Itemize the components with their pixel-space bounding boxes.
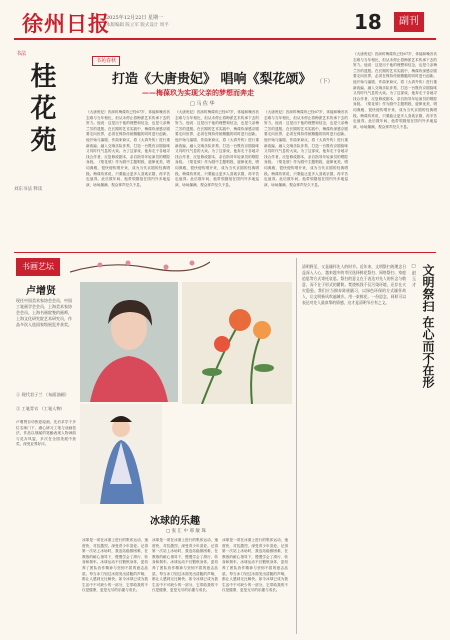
- bottom-essay-byline: □ 张 汇 中 邢 敏 珠: [166, 529, 206, 534]
- calligraphy-caption: 刘东书法 释读: [14, 187, 43, 192]
- editor-line: 本版编辑 陈立军 版式设计 周平: [106, 23, 169, 28]
- masthead-rule: [14, 38, 436, 40]
- flower-painting: [182, 282, 292, 404]
- sidebar-title: 文明祭扫 在心而不在形: [421, 264, 435, 389]
- bottom-essay-col1: 冰球是一项在冰面上进行的集体运动，速度快，对抗激烈，深受青少年喜爱。记得第一次站上冰场时，我连站稳都困难，在教练的耐心指导下，慢慢学会了滑行、转身和刹车。冰球运动不仅锻炼身体，更培养了团队协作精神与坚韧不拔的意志品质。每当冰刀划过冰面发出清脆的声响，都让人感到无比畅快。如今冰球已成为我生活中不可缺少的一部分，它带给我的不仅是健康，更是无尽的乐趣与成长。: [82, 538, 148, 593]
- profile-name: 卢增贤: [26, 286, 56, 297]
- bottom-essay-title: 冰球的乐趣: [150, 516, 200, 527]
- plum-branch-illustration: [70, 254, 210, 278]
- page-name: 副刊: [394, 12, 424, 32]
- opera-figure-painting: [80, 404, 162, 504]
- date-line: 2025年12月22日 星期一: [106, 15, 164, 21]
- page-number: 18: [354, 10, 382, 34]
- bottom-essay-col3: 冰球是一项在冰面上进行的集体运动，速度快，对抗激烈，深受青少年喜爱。记得第一次站上冰场时，我连站稳都困难，在教练的耐心指导下，慢慢学会了滑行、转身和刹车。冰球运动不仅锻炼身体，更培养了团队协作精神与坚韧不拔的意志品质。每当冰刀划过冰面发出清脆的声响，都让人感到无比畅快。如今冰球已成为我生活中不可缺少的一部分，它带给我的不仅是健康，更是无尽的乐趣与成长。: [222, 538, 288, 593]
- portrait-photo: [80, 282, 178, 402]
- section-illustration-label: 书画艺坛: [16, 258, 60, 276]
- feature-tag: 书苑春秋: [92, 56, 120, 66]
- profile-bio: 现任中国美术家协会会员，中国工笔画学会会员，上海美术家协会会员，上海书画院签约画师，上海文化研究院艺术研究员，作品多次入选国家级展览并获奖。: [16, 298, 72, 327]
- feature-body-col2: 《大唐贵妃》首演时梅葆玖已经67岁，体能和嗓音状态难与当年相比，但从未停止将梅派艺术传承下去的努力。他说：这是出于他的理想和信念，也是父亲梅兰芳的遗愿。在长期的艺术实践中，梅葆玖深感京剧要走向世界，必须在保持传统精髓的同时进行创新。他开始与编剧、作曲家商议，将《太真外传》进行重新改编，融入交响乐队伴奏，打造一台既有京剧韵味又具时代气息的大戏。为了这部戏，他奔走于各地寻找合作者，反复修改剧本，亲自指导年轻演员的唱腔身段。《梨花颂》作为剧中主题唱段，旋律优美，唱词典雅，很快便传唱开来，成为当代京剧的经典唱段。梅葆玖常说，只要能让更多人喜欢京剧，再辛苦也值得。此后数年间，他带领剧组在国内外多地巡演，场场爆满，观众掌声经久不息。: [175, 110, 259, 187]
- feature-body-col4: 《大唐贵妃》首演时梅葆玖已经67岁，体能和嗓音状态难与当年相比，但从未停止将梅派艺术传承下去的努力。他说：这是出于他的理想和信念，也是父亲梅兰芳的遗愿。在长期的艺术实践中，梅葆玖深感京剧要走向世界，必须在保持传统精髓的同时进行创新。他开始与编剧、作曲家商议，将《太真外传》进行重新改编，融入交响乐队伴奏，打造一台既有京剧韵味又具时代气息的大戏。为了这部戏，他奔走于各地寻找合作者，反复修改剧本，亲自指导年轻演员的唱腔身段。《梨花颂》作为剧中主题唱段，旋律优美，唱词典雅，很快便传唱开来，成为当代京剧的经典唱段。梅葆玖常说，只要能让更多人喜欢京剧，再辛苦也值得。此后数年间，他带领剧组在国内外多地巡演，场场爆满，观众掌声经久不息。: [353, 52, 437, 129]
- bottom-essay-col2: 冰球是一项在冰面上进行的集体运动，速度快，对抗激烈，深受青少年喜爱。记得第一次站上冰场时，我连站稳都困难，在教练的耐心指导下，慢慢学会了滑行、转身和刹车。冰球运动不仅锻炼身体，更培养了团队协作精神与坚韧不拔的意志品质。每当冰刀划过冰面发出清脆的声响，都让人感到无比畅快。如今冰球已成为我生活中不可缺少的一部分，它带给我的不仅是健康，更是无尽的乐趣与成长。: [152, 538, 218, 593]
- feature-subtitle: ——梅葆玖为实现父亲的梦想而奔走: [142, 88, 254, 97]
- feature-title-suffix: （下）: [316, 79, 334, 85]
- profile-work-2: ② 工笔青衣 （工笔人物）: [16, 406, 65, 411]
- feature-byline: □ 马 佐 华: [190, 101, 215, 107]
- feature-body-col1: 《大唐贵妃》首演时梅葆玖已经67岁，体能和嗓音状态难与当年相比，但从未停止将梅派艺术传承下去的努力。他说：这是出于他的理想和信念，也是父亲梅兰芳的遗愿。在长期的艺术实践中，梅葆玖深感京剧要走向世界，必须在保持传统精髓的同时进行创新。他开始与编剧、作曲家商议，将《太真外传》进行重新改编，融入交响乐队伴奏，打造一台既有京剧韵味又具时代气息的大戏。为了这部戏，他奔走于各地寻找合作者，反复修改剧本，亲自指导年轻演员的唱腔身段。《梨花颂》作为剧中主题唱段，旋律优美，唱词典雅，很快便传唱开来，成为当代京剧的经典唱段。梅葆玖常说，只要能让更多人喜欢京剧，再辛苦也值得。此后数年间，他带领剧组在国内外多地巡演，场场爆满，观众掌声经久不息。: [86, 110, 170, 187]
- calligraphy-chars: 桂花苑: [26, 62, 56, 158]
- profile-work-1: ① 现代君子兰 （布面油画）: [16, 392, 69, 397]
- newspaper-logo: 徐州日报: [22, 11, 110, 36]
- sidebar-byline: □ 赵 玉 才: [411, 264, 416, 287]
- sidebar-body: 清明将至，又是缅怀先人的时节。近年来，文明祭扫的理念日益深入人心，越来越多的市民选择鲜花祭扫、网络祭扫、家庭追思等方式寄托哀思。祭扫的意义在于表达对先人的怀念与敬意，而不在于形式的繁简。焚烧纸钱不仅污染环境，还存在火灾隐患。我们应当摒弃陈规陋习，以绿色环保的方式缅怀故人，让文明新风吹遍城乡。用一束鲜花、一份思念，同样可以表达对先人最真挚的情感，这才是清明节应有之义。: [302, 264, 406, 305]
- masthead: [0, 0, 450, 44]
- feature-body-col3: 《大唐贵妃》首演时梅葆玖已经67岁，体能和嗓音状态难与当年相比，但从未停止将梅派艺术传承下去的努力。他说：这是出于他的理想和信念，也是父亲梅兰芳的遗愿。在长期的艺术实践中，梅葆玖深感京剧要走向世界，必须在保持传统精髓的同时进行创新。他开始与编剧、作曲家商议，将《太真外传》进行重新改编，融入交响乐队伴奏，打造一台既有京剧韵味又具时代气息的大戏。为了这部戏，他奔走于各地寻找合作者，反复修改剧本，亲自指导年轻演员的唱腔身段。《梨花颂》作为剧中主题唱段，旋律优美，唱词典雅，很快便传唱开来，成为当代京剧的经典唱段。梅葆玖常说，只要能让更多人喜欢京剧，再辛苦也值得。此后数年间，他带领剧组在国内外多地巡演，场场爆满，观众掌声经久不息。: [264, 110, 348, 187]
- profile-body-text: 卢增贤自幼热爱绘画，先后求学于多位名师门下，潜心研习工笔与油画技法，作品以细腻的笔触表现人物神韵与花卉风姿，多次在全国美展中获奖，深受业界好评。: [16, 420, 76, 447]
- calligraphy-panel: [12, 44, 68, 194]
- calligraphy-label: 书法: [16, 51, 27, 57]
- feature-title-text: 打造《大唐贵妃》 唱响《梨花颂》: [112, 72, 312, 87]
- section-divider: [14, 252, 436, 253]
